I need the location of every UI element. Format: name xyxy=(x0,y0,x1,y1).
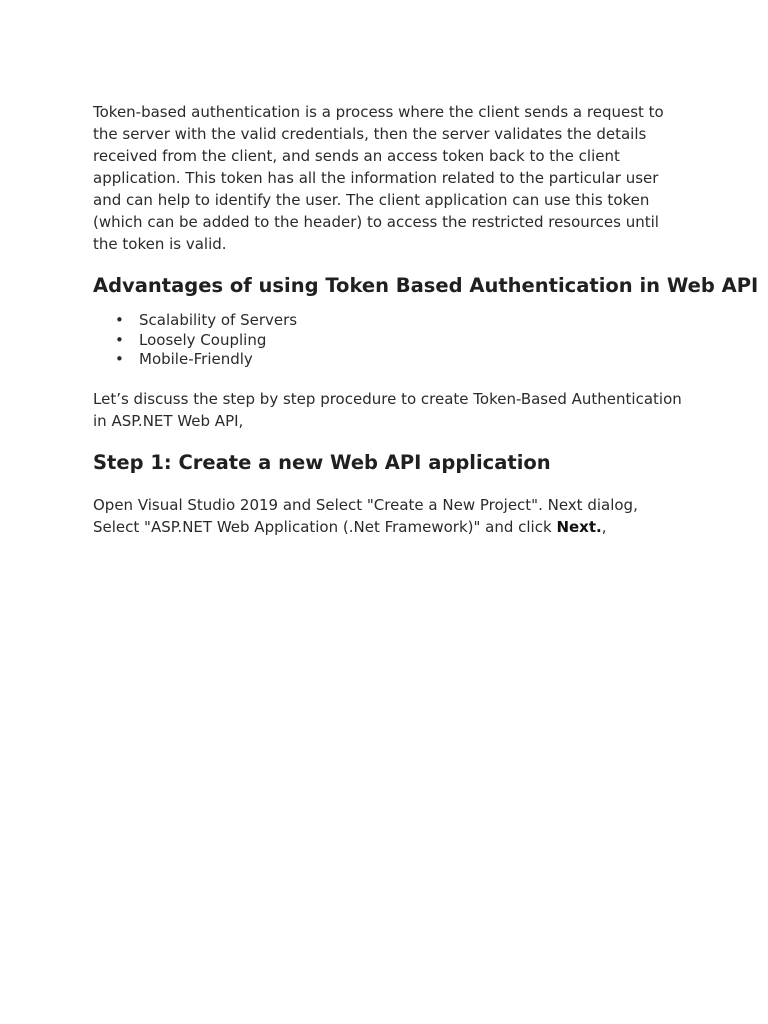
intro-paragraph: Token-based authentication is a process where the client sends a request to the server with the valid credentials, then the server validates the details received from the client, and sends an access token back to the client application. This token has all the information related to the particular user and can help to identify the user. The client application can use this token (which can be added to the header) to access the restricted resources until the token is valid. xyxy=(93,103,664,253)
list-item xyxy=(115,311,683,331)
article-body xyxy=(93,101,759,538)
list-item-text: Scalability of Servers xyxy=(139,311,298,329)
advantages-list xyxy=(93,311,683,370)
list-item xyxy=(115,330,683,351)
bullet-icon: • xyxy=(115,330,124,349)
step1-trailing-comma: , xyxy=(601,517,607,536)
advantages-heading: Advantages of using Token Based Authentication in Web API xyxy=(93,274,759,297)
step1-heading: Step 1: Create a new Web API application xyxy=(93,450,551,474)
discuss-paragraph: Let’s discuss the step by step procedure to create Token-Based Authentication in ASP.NET Web API, xyxy=(93,389,682,430)
bullet-icon: • xyxy=(115,350,124,368)
step1-paragraph xyxy=(93,494,683,538)
step1-next-bold: Next. xyxy=(556,517,602,536)
list-item xyxy=(115,350,683,370)
bullet-icon: • xyxy=(115,311,124,329)
list-item-text: Loosely Coupling xyxy=(139,330,267,349)
list-item-text: Mobile-Friendly xyxy=(139,350,253,368)
step1-text: Open Visual Studio 2019 and Select "Create a New Project". Next dialog, Select "ASP.NET Web Application (.Net Framework)" and click xyxy=(93,495,638,536)
